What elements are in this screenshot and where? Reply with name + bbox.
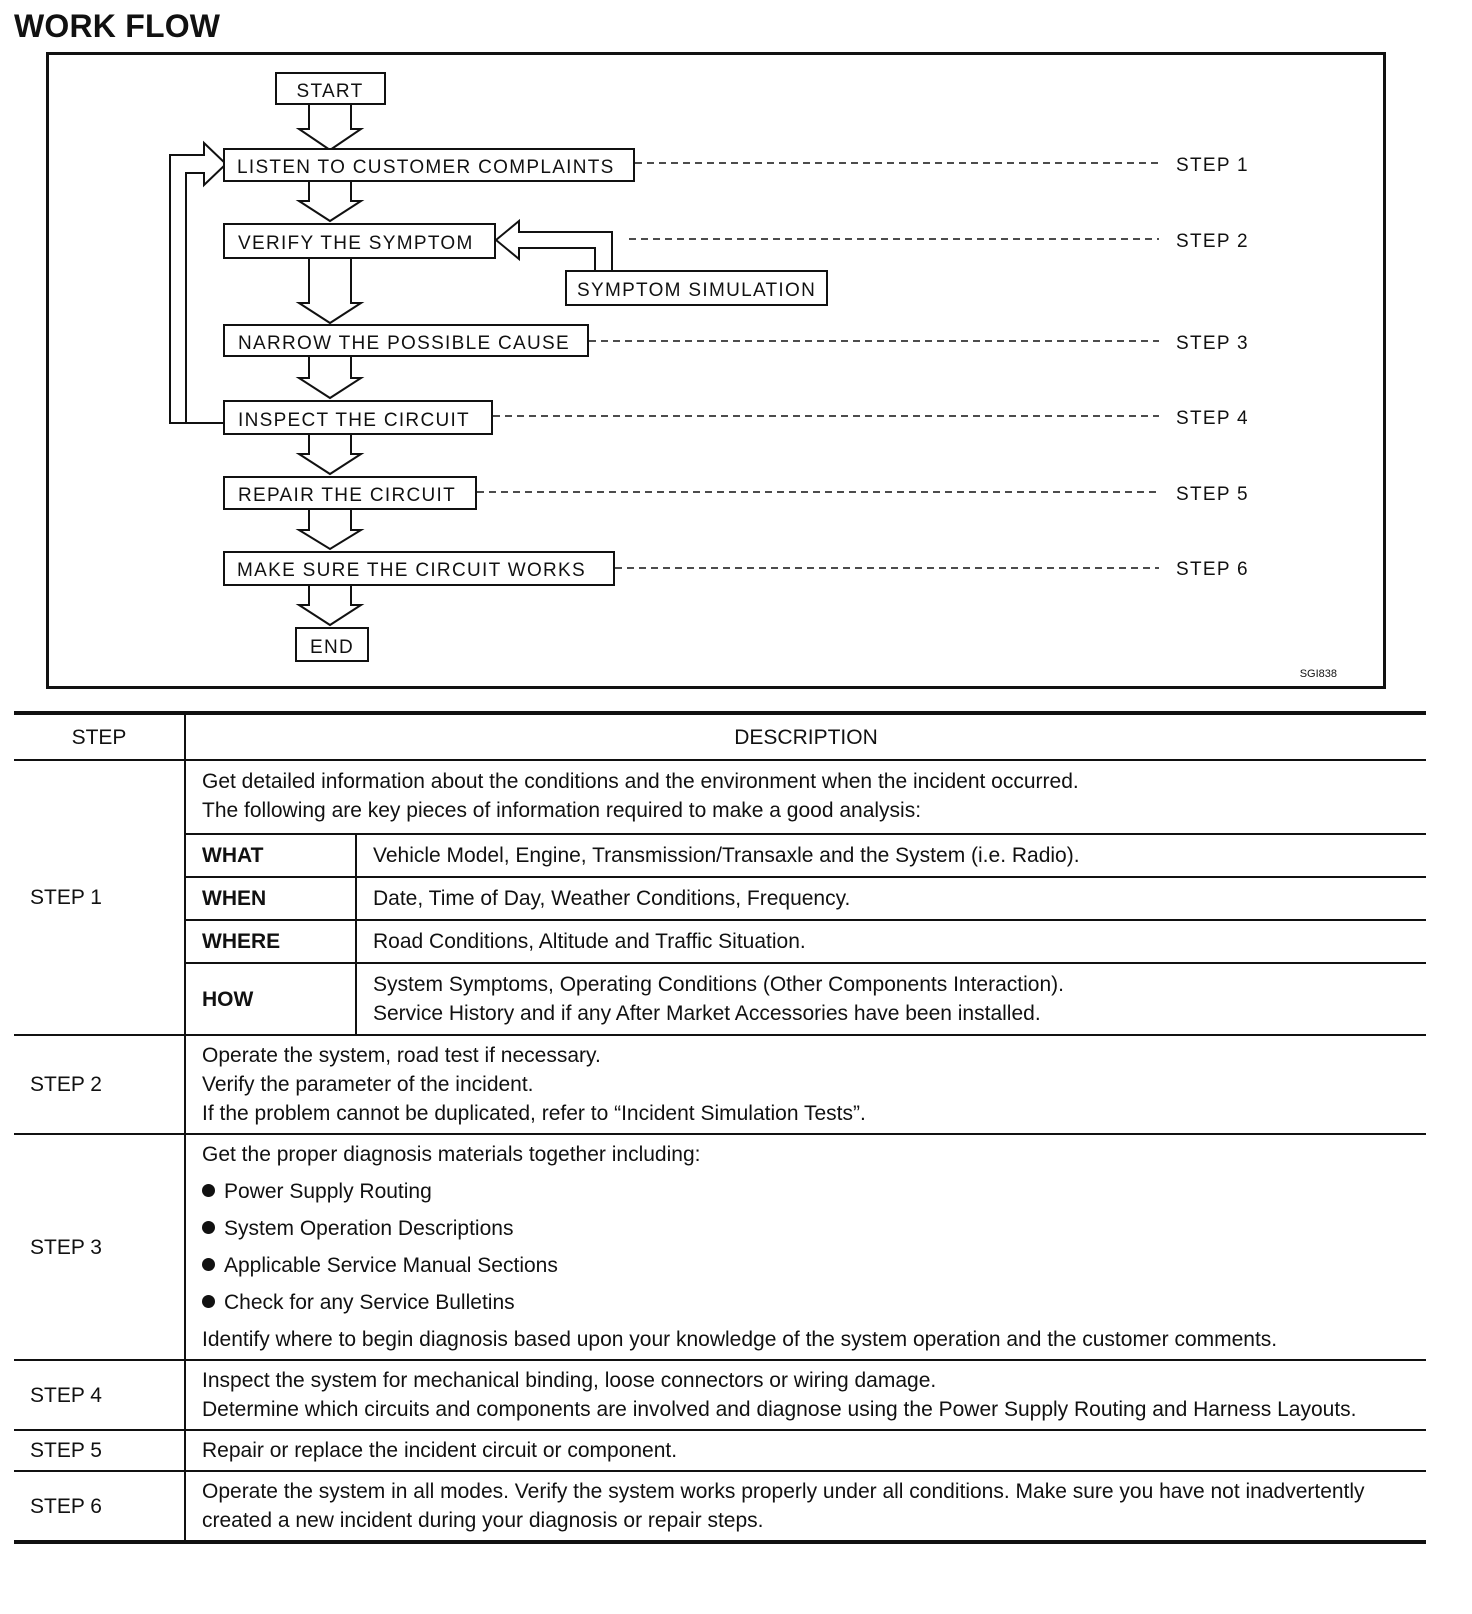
bullet-icon	[202, 1258, 215, 1271]
table-header-row	[14, 713, 1426, 760]
step1-description	[185, 760, 1426, 1035]
step3-description	[185, 1134, 1426, 1360]
step3-bullet-1	[202, 1177, 1410, 1206]
arrow-step6-to-end	[299, 585, 361, 625]
step1-label: STEP 1	[1176, 155, 1249, 176]
step1-detail-table	[186, 833, 1426, 1034]
arrow-start-to-step1	[299, 104, 361, 150]
step3-bullet-2-text: System Operation Descriptions	[224, 1217, 514, 1240]
bullet-icon	[202, 1184, 215, 1197]
step3-outro: Identify where to begin diagnosis based upon your knowledge of the system operation and the customer comments.	[202, 1328, 1278, 1351]
table-row-step1	[14, 760, 1426, 1035]
step6-box-label: MAKE SURE THE CIRCUIT WORKS	[237, 560, 586, 581]
detail-value-when: Date, Time of Day, Weather Conditions, Frequency.	[356, 877, 1426, 920]
step3-bullet-2	[202, 1214, 1410, 1243]
step2-line-2: Verify the parameter of the incident.	[202, 1073, 534, 1096]
step5-line-1: Repair or replace the incident circuit or component.	[202, 1439, 678, 1462]
page-title: WORK FLOW	[14, 8, 221, 44]
step2-box-label: VERIFY THE SYMPTOM	[238, 233, 474, 254]
step3-box-label: NARROW THE POSSIBLE CAUSE	[238, 333, 570, 354]
bullet-icon	[202, 1221, 215, 1234]
step3-bullet-3	[202, 1251, 1410, 1280]
detail-value-what: Vehicle Model, Engine, Transmission/Transaxle and the System (i.e. Radio).	[356, 834, 1426, 877]
detail-value-where: Road Conditions, Altitude and Traffic Situation.	[356, 920, 1426, 963]
step4-description	[185, 1360, 1426, 1430]
step6-line-1: Operate the system in all modes. Verify the system works properly under all conditions. Make sure you have not inadvertently created a new incident during your diagnosis or repair steps.	[202, 1480, 1365, 1532]
step6-label: STEP 6	[1176, 559, 1249, 580]
step1-box-label: LISTEN TO CUSTOMER COMPLAINTS	[237, 157, 615, 178]
step1-intro-line-1: Get detailed information about the conditions and the environment when the incident occurred.	[202, 770, 1079, 793]
step-description-table	[14, 711, 1426, 1544]
step5-description	[185, 1430, 1426, 1471]
step3-bullet-4-text: Check for any Service Bulletins	[224, 1291, 515, 1314]
step2-line-1: Operate the system, road test if necessary.	[202, 1044, 601, 1067]
end-label: END	[309, 637, 355, 658]
step5-cell: STEP 5	[14, 1430, 185, 1471]
step3-cell: STEP 3	[14, 1134, 185, 1360]
step3-bullet-4	[202, 1288, 1410, 1317]
arrow-step2-to-step3	[299, 258, 361, 323]
table-row-step6	[14, 1471, 1426, 1542]
step1-intro-line-2: The following are key pieces of information required to make a good analysis:	[202, 799, 922, 822]
detail-row-how	[186, 963, 1426, 1034]
detail-row-what	[186, 834, 1426, 877]
simulation-arrow	[496, 221, 612, 270]
step3-bullet-3-text: Applicable Service Manual Sections	[224, 1254, 558, 1277]
workflow-diagram	[46, 52, 1386, 689]
arrow-step5-to-step6	[299, 509, 361, 549]
detail-value-how	[356, 963, 1426, 1034]
feedback-loop-arrow	[170, 143, 226, 423]
detail-key-where: WHERE	[186, 920, 356, 963]
step3-intro: Get the proper diagnosis materials together including:	[202, 1143, 701, 1166]
detail-key-when: WHEN	[186, 877, 356, 920]
step6-description	[185, 1471, 1426, 1542]
table-row-step2	[14, 1035, 1426, 1134]
detail-key-how: HOW	[186, 963, 356, 1034]
step5-box-label: REPAIR THE CIRCUIT	[238, 485, 456, 506]
step4-line-2: Determine which circuits and components are involved and diagnose using the Power Supply Routing and Harness Layouts.	[202, 1398, 1357, 1421]
step1-cell: STEP 1	[14, 760, 185, 1035]
table-row-step5	[14, 1430, 1426, 1471]
table-row-step4	[14, 1360, 1426, 1430]
step4-label: STEP 4	[1176, 408, 1249, 429]
detail-row-when	[186, 877, 1426, 920]
step4-cell: STEP 4	[14, 1360, 185, 1430]
start-label: START	[296, 81, 364, 102]
step2-label: STEP 2	[1176, 231, 1249, 252]
detail-value-how-line-1: System Symptoms, Operating Conditions (Other Components Interaction).	[373, 973, 1064, 996]
detail-row-where	[186, 920, 1426, 963]
step3-bullet-1-text: Power Supply Routing	[224, 1180, 432, 1203]
step2-cell: STEP 2	[14, 1035, 185, 1134]
arrow-step4-to-step5	[299, 434, 361, 474]
table-row-step3	[14, 1134, 1426, 1360]
step6-cell: STEP 6	[14, 1471, 185, 1542]
step4-box-label: INSPECT THE CIRCUIT	[238, 410, 470, 431]
arrow-step3-to-step4	[299, 356, 361, 398]
step3-label: STEP 3	[1176, 333, 1249, 354]
header-description: DESCRIPTION	[185, 713, 1426, 760]
arrow-step1-to-step2	[299, 181, 361, 221]
header-step: STEP	[14, 713, 185, 760]
symptom-simulation-label: SYMPTOM SIMULATION	[577, 280, 817, 301]
step2-description	[185, 1035, 1426, 1134]
step2-line-3: If the problem cannot be duplicated, refer to “Incident Simulation Tests”.	[202, 1102, 866, 1125]
flow-arrows	[170, 104, 612, 625]
detail-key-what: WHAT	[186, 834, 356, 877]
bullet-icon	[202, 1295, 215, 1308]
figure-code: SGI838	[1299, 668, 1337, 680]
detail-value-how-line-2: Service History and if any After Market Accessories have been installed.	[373, 1002, 1041, 1025]
step4-line-1: Inspect the system for mechanical binding, loose connectors or wiring damage.	[202, 1369, 937, 1392]
step5-label: STEP 5	[1176, 484, 1249, 505]
